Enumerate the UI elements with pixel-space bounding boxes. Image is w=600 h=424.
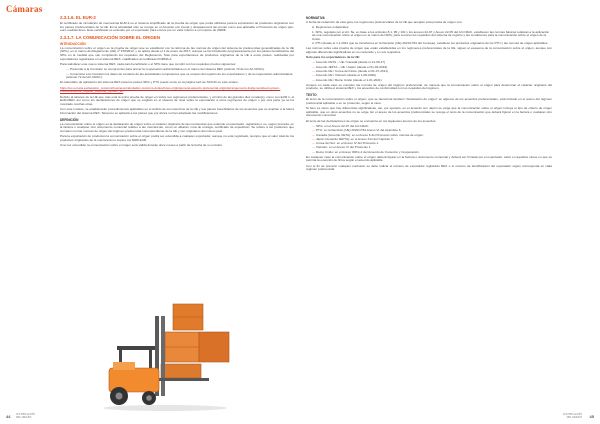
chapter-title: 2.3.1.7. LA COMUNICACIÓN SOBRE EL ORIGEN — [60, 34, 161, 40]
paragraph: Con el fin de prevenir cualquier confusión se debe indicar el número de exportador registrado REX o el número de identificación del exportador según corresponda en cada régimen preferencial. — [306, 163, 552, 172]
paragraph: Para la exportación de productos la comunicación sobre el origen podrá ser extendida a cualquier exportador, aunque no esté registrado, siempre que el valor total de los productos originarios de la mercancía no supere los 6000 EUR. — [60, 134, 294, 143]
texto-heading: TEXTO — [306, 92, 317, 97]
bullet-icon: — — [66, 71, 70, 76]
list-item: — Japón (Acuerdo JEFTA): en el Anexo 3-D del Capítulo 3. — [312, 136, 394, 141]
right-column — [306, 14, 552, 174]
footer-label-left: JUSTIFICACIÓN DEL ORIGEN — [16, 413, 36, 419]
bullet-icon: — — [312, 149, 316, 154]
paragraph: Aunque en cada caso se cumplen las normas de origen del régimen preferencial, de manera que la comunicación sobre el origen para determinar el carácter originario del producto, se utiliza el sistema REX y los acuerdos de conformidad con los requisitos del régimen. — [306, 82, 552, 91]
bullet-icon: — — [66, 67, 70, 72]
paragraph: Solo para los exportadores de la UE: — [306, 55, 360, 60]
list-item: — Comunicar a la Comisión los datos de contacto de las autoridades competentes que se ocupan del registro de los exportadores y de la cooperación administrativa (artículo 72 del Art.CRAC). — [66, 71, 293, 80]
list-item: — Acuerdo UE / Vietnam (desde el 1-08-2020) — [312, 73, 376, 78]
bullet-icon: — — [312, 69, 316, 74]
paragraph: El certificado de circulación de mercancías EUR-2 es el sistema simplificado de la prueba de origen que podía utilizarse para la exportación de productos originarios con los países preferenciales de la UE. En la actualidad sólo se recoge en el Acuerdo con Ceuta y desaparecerá tan pronto como sea aplicable el Protocolo de origen pan-euro-mediterráneo. Este certificado se extiende por el exportador para envíos por un valor inferior a un importe de 2000€. — [60, 21, 294, 33]
bullet-icon: — — [312, 132, 316, 137]
section-title-eur2: 2.3.1.6. EL EUR-2 — [60, 15, 96, 20]
bullet-icon: — — [312, 64, 316, 69]
bullet-icon: — — [312, 123, 316, 128]
taxud-link[interactable]: https://ec.europa.eu/taxation_customs/business/calculation-customs-duties/rules-origin/general-aspects-preferential-origin/arrangements-list/generalised-system-preferences/the_register_exporter_system_en — [60, 85, 281, 94]
bullet-icon: — — [312, 60, 316, 65]
list-item: — PTU: en la Decisión (UE) 2021/1764 Anexo VI del Apéndice 6. — [312, 128, 402, 133]
paragraph: La comunicación sobre el origen es la declaración de origen sobre el carácter originario de las mercancías que extiende el exportador, registrado o no, según proceda, en la factura o cualquier otro documento comercial relativo a las mercancías, como un albarán, nota de entrega, certificado de expedición. Se refiere a los productos que cumplen con las normas de origen del régimen preferencial correspondiente de la UE y son originarios del mismo país. — [60, 121, 294, 134]
paragraph: El texto de la comunicación sobre el origen, que se denomina también "declaración de origen" en algunos de los acuerdos preferenciales, está incluido en el anexo del régimen preferencial aplicable o en su protocolo, según el caso. — [306, 96, 552, 105]
requirements-list — [66, 68, 294, 80]
paragraph: En cualquier caso la comunicación sobre el origen deberá figurar en la factura o documento comercial y deberá ser firmada por el exportador, salvo en aquellos casos en que se permita la exención de firma según el acuerdo aplicable. — [306, 154, 552, 163]
paragraph: El calendario de aplicación del sistema REX para los países SPG y PTU puede verse en la página web de TAXUD en este enlace: — [60, 80, 239, 85]
list-item: — Reino Unido: en el Anexo ORIG-4 del Acuerdo de Comercio y Cooperación. — [312, 149, 420, 154]
left-column — [60, 14, 294, 150]
bullet-icon: — — [312, 136, 316, 141]
country-list — [312, 61, 552, 82]
paragraph: Una vez extendida, la comunicación sobre el origen será válida durante doce meses a partir de la fecha de su emisión. — [60, 143, 223, 148]
list-item: 1. SPG, regulado por el Art. 8a, en base a los artículos 8.1, 95 y 101 y los anexos 22-07 y Anexo 22-05 del Art.CRAC, establecen las normas básicas relativas a la aplicación de una comunicación sobre el origen en el marco del SPG, para conocer los requisitos del sistema de registro y las condiciones para la comunicación sobre el origen de la Unión. — [312, 29, 550, 41]
list-item: — Vietnam: en el Anexo VI del Protocolo 1. — [312, 145, 372, 150]
list-item: — SPG: en el Anexo 22-07 del Art.CRAC. — [312, 123, 370, 128]
page-number-right: 45 — [589, 414, 594, 419]
bullet-icon: — — [312, 141, 316, 146]
paragraph: Si bien es cierto que hay diferencias significativas, así, por ejemplo, en el acuerdo con Japón se exige que la comunicación sobre el origen incluya el tipo de criterio de origen aplicable, que en otros acuerdos no se exige. En el anexo de los acuerdos preferenciales se recoge el texto de la comunicación que deberá figurar en la factura o cualquier otro documento comercial. — [306, 105, 552, 118]
bullet-icon: — — [312, 145, 316, 150]
paragraph: Para satisfacer este nuevo sistema REX, cada país beneficiario o el SPG tiene que cumplir con los requisitos previos siguientes: — [60, 62, 237, 67]
paragraph: Con este modelo, se establecerán procedimientos aplicables en el ámbito de los miembros de la UE y sus países beneficiarios de los acuerdos que se amplíen a la futura información del sistema REX. Tampoco se aplicará a los países que por ahora no han adoptado las modificaciones. — [60, 107, 294, 115]
list-item: — Canadá (Acuerdo CETA): en el Anexo 6 del Protocolo sobre normas de origen. — [312, 132, 424, 137]
list-item: — Acuerdo JEFTA – UE / Japón (desde el 01-02-2019) — [312, 64, 388, 69]
definition-heading: DEFINICIÓN — [60, 117, 79, 122]
paragraph: El texto de las declaraciones de origen se encuentra en los siguientes anexos de los acuerdos: — [306, 118, 437, 123]
list-item: — Presentar a la Comisión su compromiso para prever la cooperación administrativa en el marco del sistema REX (artículo 70 de los Art.CRAC). — [66, 67, 265, 72]
brand-logo: Cámaras — [6, 4, 43, 14]
footer-label-right: JUSTIFICACIÓN DEL ORIGEN — [562, 413, 582, 419]
bullet-icon: — — [312, 73, 316, 78]
forklift-with-boxes-icon — [95, 302, 265, 414]
paragraph: La comunicación sobre el origen es la prueba de origen que se estableció con la reforma de las normas de origen del sistema de preferencias generalizadas de la UE (SPG), en el marco del Reglamento (UE) nº 978/2012, y se aplica desde el 1 de enero de 2017, aunque se ha introducido progresivamente por los países beneficiarios del SPG en la medida que van cumpliendo los requisitos del Reglamento. Solo para exportaciones de productos originarios de la UE a estos países, realizadas por exportadores registrados en el sistema REX, cualificados al certificado FORMA A. — [60, 45, 294, 61]
list-item: — Corea del Sur: en el Anexo IV del Protocolo 1. — [312, 141, 380, 146]
paragraph: Las normas sobre esta prueba de origen que están establecidas en los regímenes preferenciales de la UE, siguen el esquema de la comunicación sobre el origen, aunque con algunas diferencias significativas en su contenido y en sus requisitos. — [306, 46, 552, 54]
list-item: — Acuerdo UE / Corea del Norte (desde el 01-07-2011) — [312, 69, 388, 74]
paragraph: A fecha de redacción de esta guía, los regímenes preferenciales de la UE que aceptan esta prueba de origen son: — [306, 20, 463, 24]
list-item: 2. PTU (desde el 1.1.2021 que se transforma en la Decisión (UE) 2021/1764 del Consejo), establece los productos originarios de los PTU y las normas de origen aplicables. — [312, 41, 549, 46]
paragraph: Debido al alcance de la UE que más eval la única prueba de origen en todos sus regímenes preferenciales, y al inicio de las grandes diez rondas(s), como con EUR.1, el EUR-MED, así como los declaraciones de origen que se exigirán en el sistema de nivel sobre la exportación a otros regímenes de origen o por otra parte ya se ha mostrado muchas otras. — [60, 94, 294, 106]
bullet-icon: — — [312, 128, 316, 133]
list-item: — Acuerdo UE / Reino Unido (desde el 1-01-2021) — [312, 77, 382, 82]
list-item: A. Regímenes unilaterales: — [312, 25, 350, 30]
page-number-left: 44 — [6, 414, 11, 419]
intro-heading: INTRODUCCIÓN — [60, 41, 86, 46]
list-item: — Acuerdo CETA – UE / Canadá (desde el 21-09-17) — [312, 60, 386, 65]
texto-list — [312, 125, 552, 154]
normativa-heading: NORMATIVA — [306, 16, 325, 20]
bullet-icon: — — [312, 77, 316, 82]
normativa-list — [312, 26, 552, 46]
